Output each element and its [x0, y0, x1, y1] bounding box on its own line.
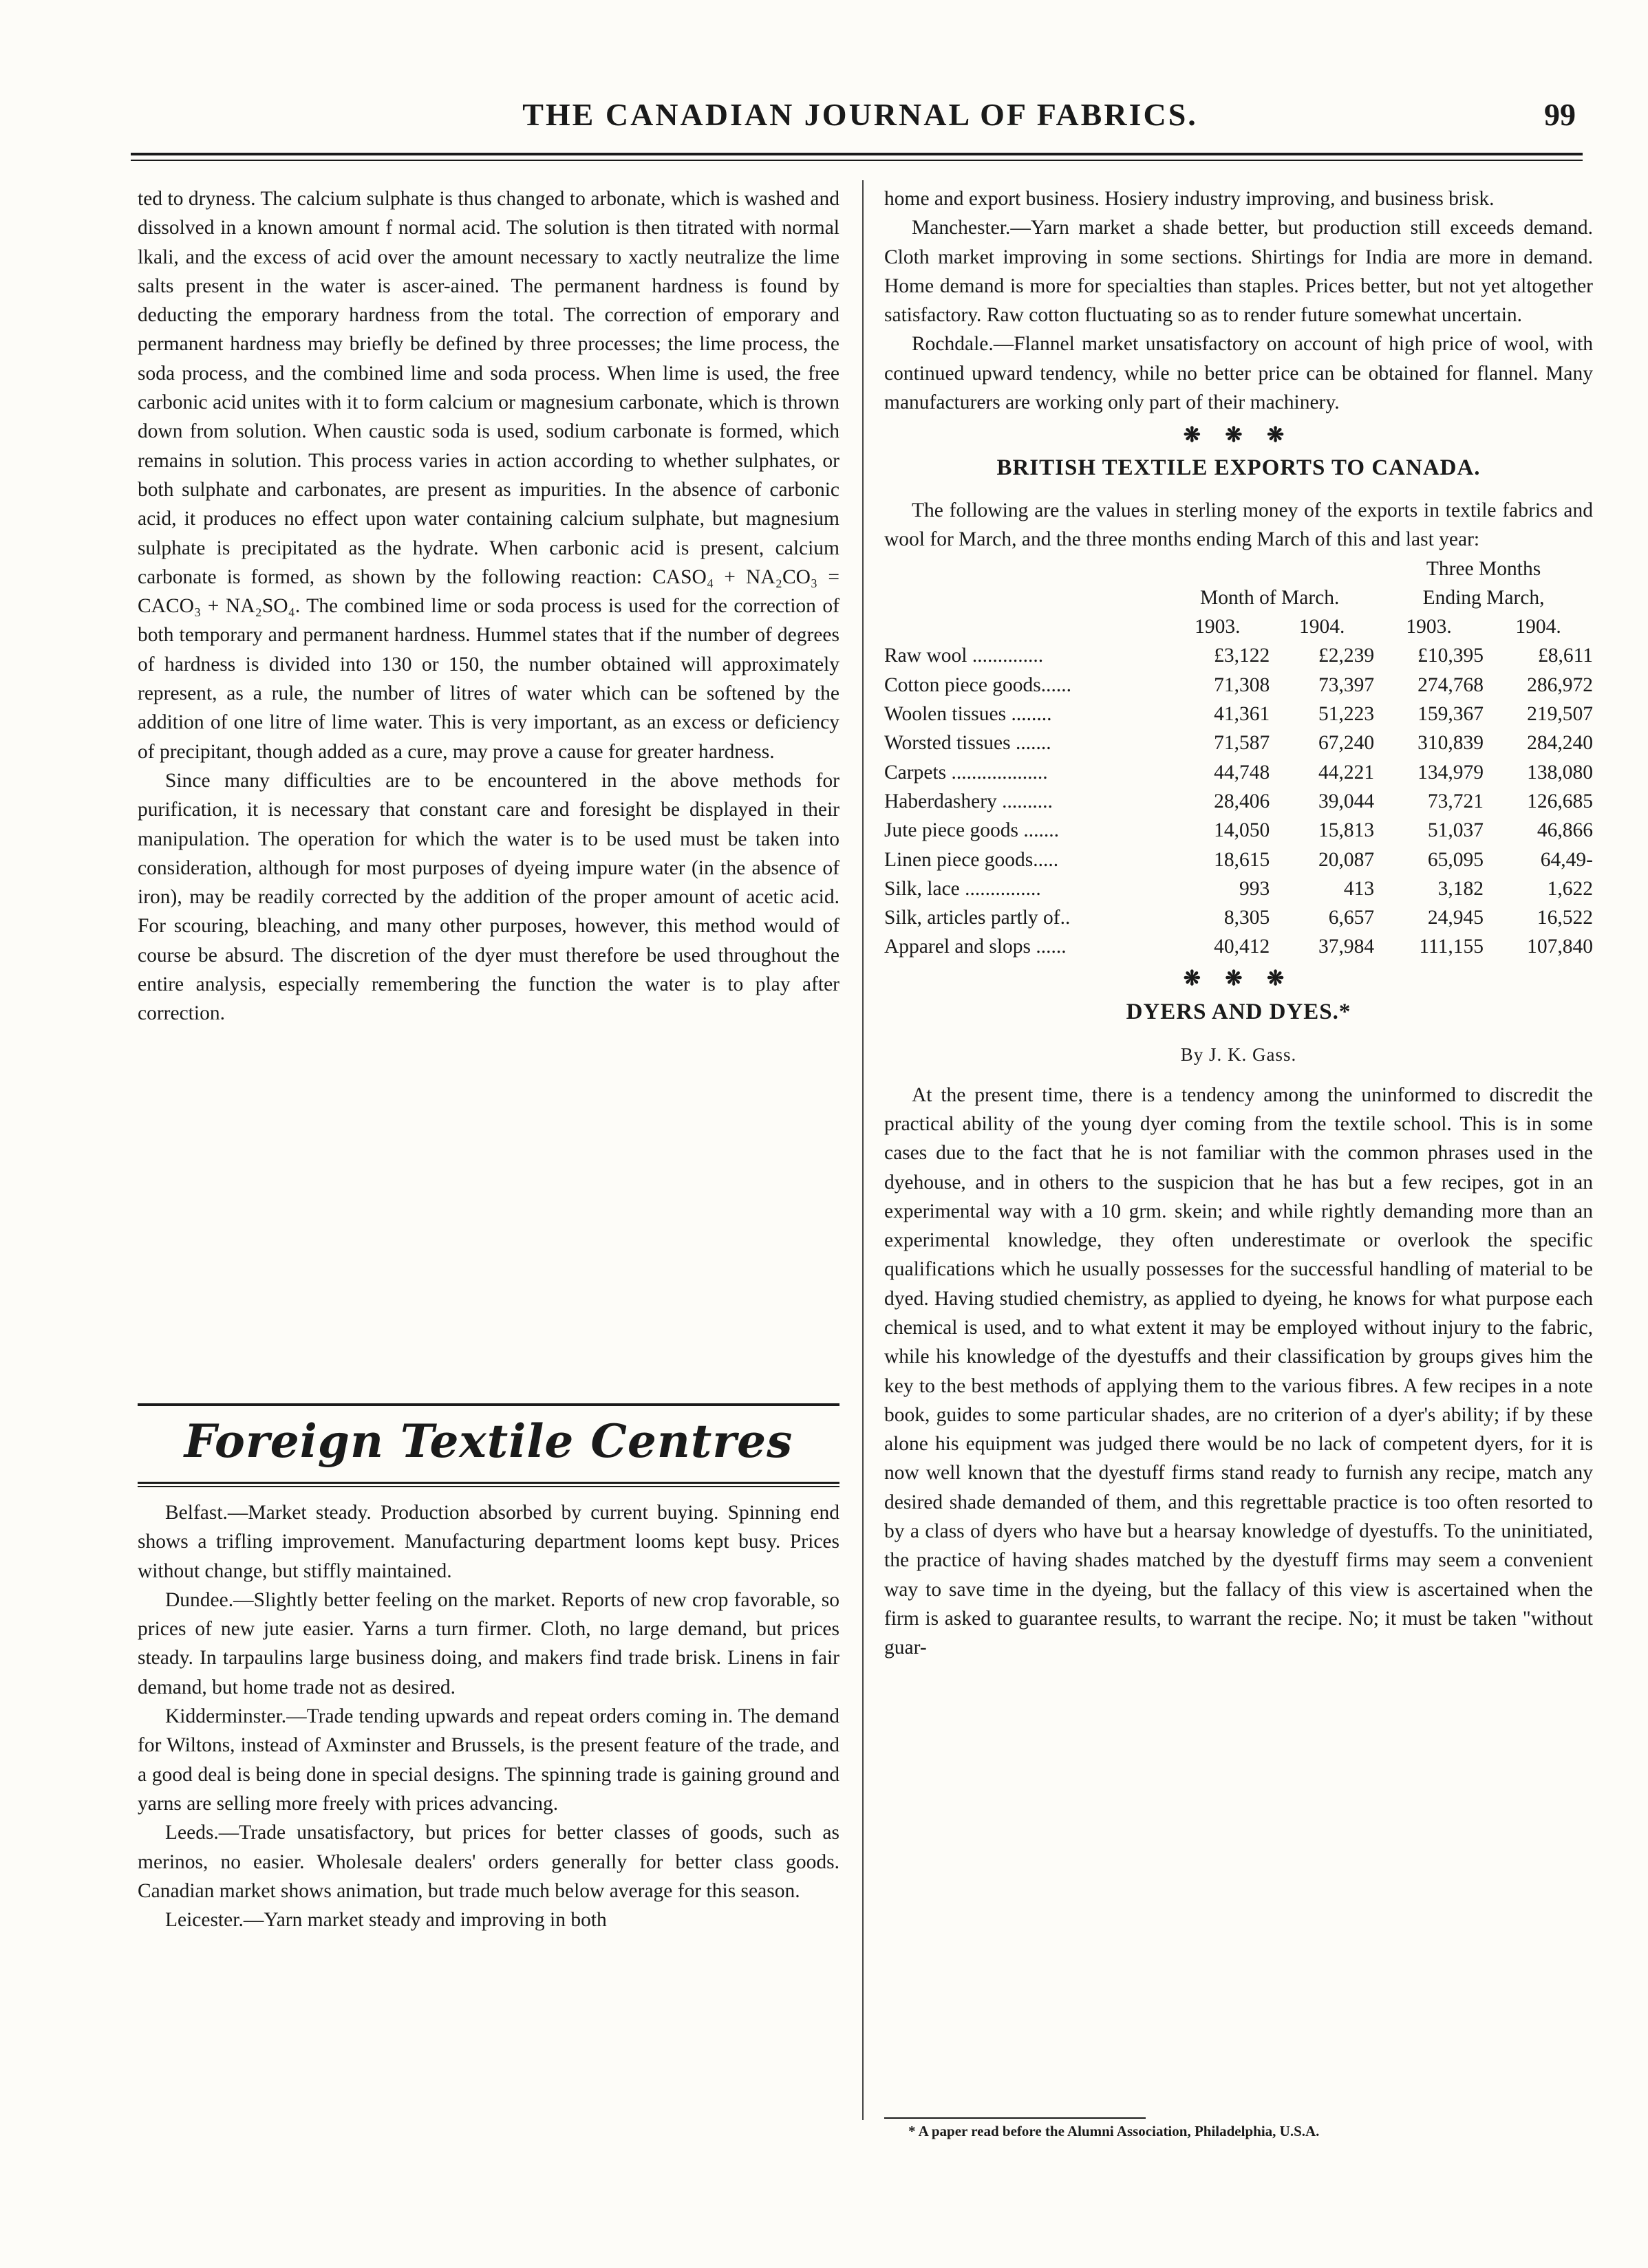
- cell: 37,984: [1318, 936, 1375, 958]
- section-ornament: ❋ ❋ ❋: [1183, 424, 1294, 447]
- table-row: [884, 816, 1593, 845]
- report-belfast: Belfast.—Market steady. Production absorbed by current buying. Spinning end shows a trifling improvement. Manufacturing department looms kept busy. Prices without change, but stiffly maintained.: [138, 1502, 839, 1582]
- cell: 126,685: [1527, 790, 1593, 812]
- column-divider: [862, 180, 864, 2120]
- row-item: Cotton piece goods......: [884, 673, 1072, 696]
- row-item: Raw wool ..............: [884, 645, 1044, 667]
- table-row: [884, 903, 1593, 932]
- foreign-centres-reports: [138, 1498, 839, 1934]
- cell: 219,507: [1527, 703, 1593, 726]
- cell: 3,182: [1437, 877, 1484, 900]
- cell: 20,087: [1318, 848, 1375, 871]
- journal-title: THE CANADIAN JOURNAL OF FABRICS.: [522, 97, 1198, 132]
- banner-title: Foreign Textile Centres: [184, 1414, 793, 1468]
- cell: £10,395: [1417, 645, 1484, 667]
- cell: 1,622: [1547, 877, 1593, 900]
- table-row: [884, 700, 1593, 728]
- row-item: Woolen tissues ........: [884, 703, 1052, 726]
- cell: 18,615: [1214, 848, 1270, 871]
- cell: 44,748: [1214, 761, 1270, 784]
- report-dundee: Dundee.—Slightly better feeling on the market. Reports of new crop favorable, so prices of new jute easier. Yarns a turn firmer. Cloth, no large demand, but prices steady. In tarpaulins large business doing, and makers find trade brisk. Linens in fair demand, but home trade not as desired.: [138, 1588, 839, 1698]
- cell: 14,050: [1214, 819, 1270, 842]
- cell: 413: [1343, 877, 1375, 900]
- report-rochdale: Rochdale.—Flannel market unsatisfactory on account of high price of wool, with continued upward tendency, while no better price can be obtained for flannel. Many manufacturers are working only part of their machinery.: [884, 333, 1593, 414]
- report-manchester: Manchester.—Yarn market a shade better, but production still exceeds demand. Cloth market improving in some sections. Shirtings for India are more in demand. Home demand is more for specialties than staples. Prices better, but not yet altogether satisfactory. Raw cotton fluctuating so as to render future somewhat uncertain.: [884, 217, 1593, 327]
- banner-rule: [138, 1486, 839, 1487]
- group-three-months-2: Ending March,: [1422, 586, 1545, 609]
- cell: 16,522: [1537, 907, 1593, 929]
- row-item: Worsted tissues .......: [884, 732, 1051, 755]
- cell: 51,037: [1427, 819, 1484, 842]
- cell: £8,611: [1537, 645, 1593, 667]
- left-column-article: [138, 184, 839, 1028]
- article-paragraph: ted to dryness. The calcium sulphate is thus changed to arbonate, which is washed and dissolved in a known amount f normal acid. The solution is then titrated with normal lkali, and the excess of acid over the amount necessary to xactly neutralize the lime salts present in the water is ascer-ained. The permanent hardness is found by deducting the emporary hardness from the total. The correction of emporary and permanent hardness may briefly be defined by three processes; the lime process, the soda process, and the combined lime and soda process. When lime is used, the free carbonic acid unites with it to form calcium or magnesium carbonate, which is thrown down from solution. When caustic soda is used, sodium carbonate is formed, which remains in solution. This process varies in action according to whether sulphates, or both sulphate and carbonates, are present as impurities. In the absence of carbonic acid, it produces no effect upon water containing calcium sulphate, but magnesium sulphate is precipitated as the hydrate. When carbonic acid is present, calcium carbonate is formed, as shown by the following reaction: CASO₄ + NA₂CO₃ = CACO₃ + NA₂SO₄. The combined lime or soda process is used for the correction of both temporary and permanent hardness. Hummel states that if the number of degrees of hardness is divided into 130 or 150, the number obtained will approximately represent, as a rule, the number of litres of water which can be softened by the addition of one litre of lime water. This is very important, as an excess or deficiency of precipitant, though added as a cure, may prove a cause for greater hardness.: [138, 188, 839, 763]
- cell: 73,721: [1427, 790, 1484, 812]
- table-row: [884, 671, 1593, 700]
- cell: £3,122: [1214, 645, 1270, 667]
- header-rule-thin: [131, 160, 1583, 161]
- cell: 71,587: [1214, 732, 1270, 755]
- cell: 67,240: [1318, 732, 1375, 755]
- cell: 15,813: [1318, 819, 1375, 842]
- cell: 274,768: [1417, 673, 1484, 696]
- row-item: Jute piece goods .......: [884, 819, 1059, 842]
- cell: 44,221: [1318, 761, 1375, 784]
- year-header: 1904.: [1515, 616, 1561, 638]
- cell: 73,397: [1318, 673, 1375, 696]
- cell: 41,361: [1214, 703, 1270, 726]
- section-ornament: ❋ ❋ ❋: [1183, 966, 1294, 990]
- row-item: Haberdashery ..........: [884, 790, 1053, 812]
- exports-table: [884, 554, 1593, 962]
- page-header: [138, 96, 1583, 151]
- report-leeds: Leeds.—Trade unsatisfactory, but prices for better classes of goods, such as merinos, no easier. Wholesale dealers' orders generally for better class goods. Canadian market shows animation, but trade much below average for this season.: [138, 1822, 839, 1902]
- dyers-body: At the present time, there is a tendency among the uninformed to discredit the practical ability of the young dyer coming from the textile school. This is in some cases due to the fact that he is not familiar with the common phrases used in the dyehouse, and in others to the suspicion that he has but a few recipes, got in an experimental way with a 10 grm. skein; and while rightly demanding more than an experimental knowledge, they often underestimate or overlook the specific qualifications which he usually possesses for the successful handling of material to be dyed. Having studied chemistry, as applied to dyeing, he knows for what purpose each chemical is used, and to what extent it may be employed without injury to the fabric, while his knowledge of the dyestuffs and their classification by groups gives him the key to the best methods of applying them to the various fibres. A few recipes in a note book, guides to some particular shades, are no criterion of a dyer's ability; if by these alone his equipment was judged there would be no lack of competent dyers, for it is now well known that the dyestuff firms stand ready to furnish any recipe, match any desired shade demanded of them, and this regrettable practice is too often resorted to by a class of dyers who have but a hearsay knowledge of dyestuffs. To the uninitiated, the practice of having shades matched by the dyestuff firms may seem a convenient way to save time in the dyeing, but the fallacy of this view is ascertained when the firm is asked to guarantee results, to warrant the recipe. No; it must be taken "without guar-: [884, 1083, 1593, 1659]
- table-row: [884, 932, 1593, 961]
- cell: 993: [1239, 877, 1270, 900]
- cell: 159,367: [1417, 703, 1484, 726]
- page-number: 99: [1544, 97, 1576, 132]
- table-row: [884, 845, 1593, 874]
- group-three-months-1: Three Months: [1426, 557, 1541, 580]
- table-row: [884, 874, 1593, 903]
- cell: 107,840: [1527, 936, 1593, 958]
- table-row: [884, 641, 1593, 670]
- dyers-byline: By J. K. Gass.: [1180, 1044, 1297, 1066]
- cell: 51,223: [1318, 703, 1375, 726]
- cell: 28,406: [1214, 790, 1270, 812]
- report-leicester-continued: home and export business. Hosiery industry improving, and business brisk.: [884, 188, 1495, 210]
- foreign-textile-centres-banner: [138, 1403, 839, 1484]
- cell: 111,155: [1419, 936, 1484, 958]
- footnote: * A paper read before the Alumni Association, Philadelphia, U.S.A.: [908, 2123, 1320, 2139]
- cell: 46,866: [1537, 819, 1593, 842]
- cell: 310,839: [1417, 732, 1484, 755]
- cell: 8,305: [1223, 907, 1270, 929]
- row-item: Silk, lace ...............: [884, 877, 1041, 900]
- year-header: 1903.: [1195, 616, 1241, 638]
- report-leicester: Leicester.—Yarn market steady and improving in both: [165, 1909, 607, 1932]
- cell: 6,657: [1328, 907, 1375, 929]
- dyers-heading: DYERS AND DYES.*: [1126, 1000, 1351, 1025]
- header-rule: [131, 153, 1583, 155]
- cell: 65,095: [1427, 848, 1484, 871]
- exports-heading: BRITISH TEXTILE EXPORTS TO CANADA.: [996, 455, 1481, 480]
- cell: 134,979: [1417, 761, 1484, 784]
- row-item: Apparel and slops ......: [884, 936, 1067, 958]
- cell: 64,49-: [1540, 848, 1593, 871]
- row-item: Silk, articles partly of..: [884, 907, 1071, 929]
- exports-intro: The following are the values in sterling money of the exports in textile fabrics and wool for March, and the three months ending March of this and last year:: [884, 499, 1593, 551]
- report-kidderminster: Kidderminster.—Trade tending upwards and repeat orders coming in. The demand for Wiltons, instead of Axminster and Brussels, is the present feature of the trade, and a good deal is being done in special designs. The spinning trade is gaining ground and yarns are selling more freely with prices advancing.: [138, 1705, 839, 1815]
- row-item: Linen piece goods.....: [884, 848, 1059, 871]
- cell: 40,412: [1214, 936, 1270, 958]
- table-row: [884, 787, 1593, 816]
- article-paragraph: Since many difficulties are to be encountered in the above methods for purification, it is necessary that constant care and foresight be displayed in their manipulation. The operation for which the water is to be used must be taken into consideration, although for most purposes of dyeing impure water (in the absence of iron), may be readily corrected by the addition of the proper amount of acetic acid. For scouring, bleaching, and many other purposes, however, this method would of course be absurd. The discretion of the dyer must therefore be used throughout the entire analysis, especially remembering the function the water is to play after correction.: [138, 769, 839, 1025]
- cell: 138,080: [1527, 761, 1593, 784]
- row-item: Carpets ...................: [884, 761, 1048, 784]
- cell: 39,044: [1318, 790, 1375, 812]
- cell: 284,240: [1527, 732, 1593, 755]
- cell: 24,945: [1427, 907, 1484, 929]
- cell: 71,308: [1214, 673, 1270, 696]
- year-header: 1904.: [1298, 616, 1345, 638]
- table-row: [884, 758, 1593, 787]
- cell: 286,972: [1527, 673, 1593, 696]
- right-column: [884, 184, 1593, 1663]
- group-month-of-march: Month of March.: [1200, 586, 1340, 609]
- year-header: 1903.: [1406, 616, 1452, 638]
- cell: £2,239: [1318, 645, 1375, 667]
- table-row: [884, 728, 1593, 757]
- footnote-rule: [884, 2117, 1146, 2119]
